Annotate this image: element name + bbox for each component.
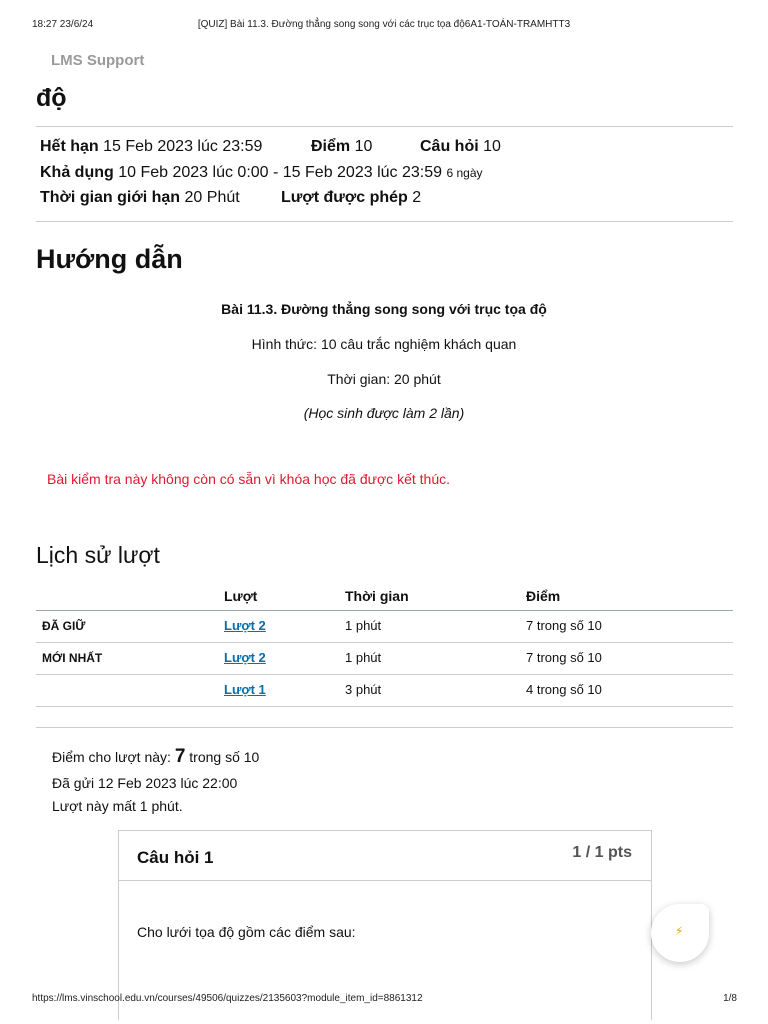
question-points: 1 / 1 pts <box>572 844 632 861</box>
score-prefix: Điểm cho lượt này: <box>52 749 171 765</box>
time-limit-value: 20 Phút <box>184 189 240 206</box>
instructions-line-format: Hình thức: 10 câu trắc nghiệm khách quan <box>251 336 517 352</box>
column-header-attempt: Lượt <box>224 588 258 604</box>
print-footer <box>0 993 768 1007</box>
instructions-line-time: Thời gian: 20 phút <box>327 371 441 387</box>
allowed-attempts <box>281 189 421 207</box>
points-label: Điểm <box>311 138 351 155</box>
score-suffix: trong số 10 <box>189 749 260 765</box>
divider <box>36 126 733 127</box>
brand-name[interactable]: LMS Support <box>51 52 145 69</box>
history-heading: Lịch sử lượt <box>36 542 160 568</box>
help-icon: ⚡ <box>675 924 684 938</box>
print-url: https://lms.vinschool.edu.vn/courses/49506/quizzes/2135603?module_item_id=8861312 <box>32 993 423 1004</box>
table-row <box>36 611 733 643</box>
time-limit-label: Thời gian giới hạn <box>40 189 181 206</box>
column-header-score: Điểm <box>526 588 561 604</box>
available-days: 6 ngày <box>446 166 483 180</box>
attempts-value: 2 <box>412 189 422 206</box>
attempt-link[interactable]: Lượt 2 <box>224 618 266 633</box>
score-value: 7 <box>174 746 186 767</box>
table-row <box>36 643 733 675</box>
divider <box>36 221 733 222</box>
instructions-line-title: Bài 11.3. Đường thẳng song song với trục tọa độ <box>221 301 547 317</box>
attempt-status: ĐÃ GIỮ <box>42 619 86 633</box>
instructions-line-attempts: (Học sinh được làm 2 lần) <box>303 405 465 421</box>
column-header-time: Thời gian <box>345 588 409 604</box>
print-header <box>0 19 768 33</box>
due-date <box>40 138 262 156</box>
quiz-details-row-2 <box>40 164 483 182</box>
attempt-duration: Lượt này mất 1 phút. <box>52 798 183 814</box>
attempt-status: MỚI NHẤT <box>42 651 103 665</box>
table-header-row <box>36 585 733 611</box>
attempt-time: 3 phút <box>345 682 382 697</box>
attempt-score: 7 trong số 10 <box>526 618 602 633</box>
print-title: [QUIZ] Bài 11.3. Đường thẳng song song với các trục tọa độ6A1-TOÁN-TRAMHTT3 <box>197 19 571 30</box>
questions-count <box>420 138 501 156</box>
print-datetime: 18:27 23/6/24 <box>32 19 94 30</box>
table-row <box>36 675 733 707</box>
available-label: Khả dụng <box>40 164 114 181</box>
available-value: 10 Feb 2023 lúc 0:00 - 15 Feb 2023 lúc 23:59 <box>118 164 443 181</box>
questions-label: Câu hỏi <box>420 138 479 155</box>
question-card <box>118 830 652 1020</box>
question-title: Câu hỏi 1 <box>137 848 214 867</box>
attempt-time: 1 phút <box>345 650 382 665</box>
print-page-number: 1/8 <box>723 993 737 1004</box>
due-label: Hết hạn <box>40 138 99 155</box>
floating-help-button[interactable] <box>651 904 709 962</box>
attempt-score-summary <box>52 746 259 768</box>
attempt-link[interactable]: Lượt 1 <box>224 682 266 697</box>
attempt-score: 4 trong số 10 <box>526 682 602 697</box>
points <box>311 138 372 156</box>
divider <box>36 727 733 728</box>
time-limit <box>40 189 240 207</box>
submitted-at: Đã gửi 12 Feb 2023 lúc 22:00 <box>52 775 238 791</box>
questions-value: 10 <box>483 138 501 155</box>
attempt-history-table <box>36 585 733 707</box>
attempt-link[interactable]: Lượt 2 <box>224 650 266 665</box>
attempt-score: 7 trong số 10 <box>526 650 602 665</box>
attempts-label: Lượt được phép <box>281 189 408 206</box>
points-value: 10 <box>354 138 373 155</box>
question-header <box>119 831 651 881</box>
attempt-time: 1 phút <box>345 618 382 633</box>
due-value: 15 Feb 2023 lúc 23:59 <box>103 138 263 155</box>
instructions-heading: Hướng dẫn <box>36 244 183 274</box>
course-ended-notice: Bài kiểm tra này không còn có sẵn vì khóa học đã được kết thúc. <box>47 471 450 487</box>
question-text: Cho lưới tọa độ gồm các điểm sau: <box>137 924 356 940</box>
page-title: độ <box>36 84 67 112</box>
